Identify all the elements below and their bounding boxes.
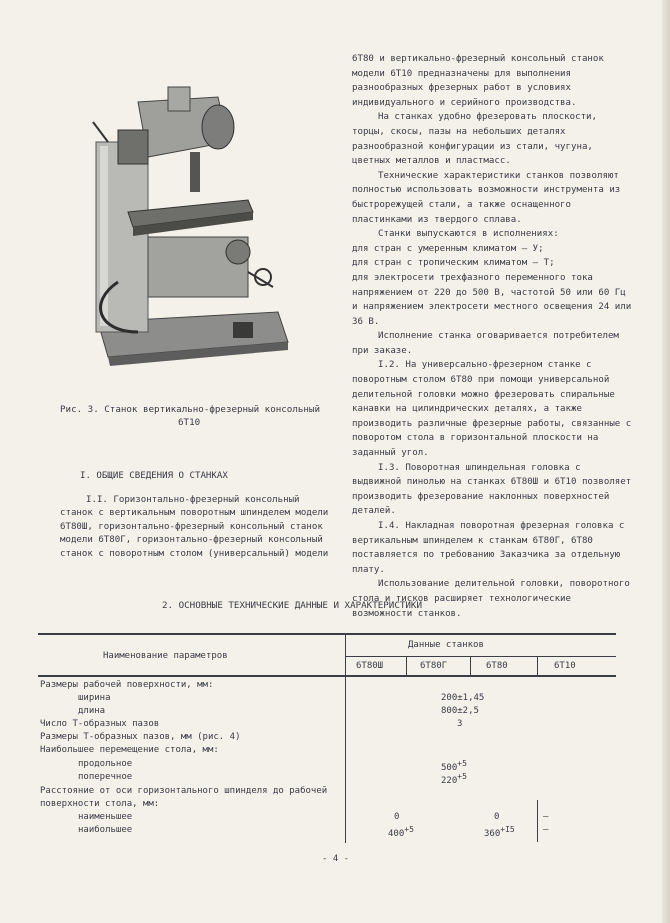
row-label: поверхности стола, мм: xyxy=(40,799,160,809)
row-label: наименьшее xyxy=(78,812,133,822)
row-label: Число Т-образных пазов xyxy=(40,719,160,729)
rcol-paragraph: Технические характеристики станков позволяют полностью использовать возможности инструмента из быстрорежущей стали, а также оснащенного пластинками из твердого сплава. xyxy=(352,170,621,225)
model-header: 6Т10 xyxy=(554,661,576,671)
milling-machine-photo xyxy=(78,82,308,382)
model-header: 6Т80Г xyxy=(420,661,448,671)
section-1-paragraph: I.I. Горизонтально-фрезерный консольный станок с вертикальным поворотным шпинделем модели 6Т80Ш, горизонтально-фрезерный консольный станок модели 6Т80Г, горизонтально-фрезерный консольный станок с поворотным столом (универсальный) модели xyxy=(60,494,329,559)
caption-line-1: Рис. 3. Станок вертикально-фрезерный консольный xyxy=(60,404,320,415)
rcol-paragraph: Станки выпускаются в исполнениях: xyxy=(378,229,559,240)
section-2-heading: 2. ОСНОВНЫЕ ТЕХНИЧЕСКИЕ ДАННЫЕ И ХАРАКТЕРИСТИКИ xyxy=(162,600,422,611)
rcol-paragraph: для стран с тропическим климатом – Т; xyxy=(352,258,555,269)
model-header: 6Т80 xyxy=(486,661,508,671)
model-header: 6Т80Ш xyxy=(356,661,384,671)
row-label: наибольшее xyxy=(78,825,133,835)
row-label: Размеры Т-образных пазов, мм (рис. 4) xyxy=(40,732,241,742)
rcol-paragraph: для электросети трехфазного переменного тока напряжением от 220 до 500 В, частотой 50 или 60 Гц и напряжением электросети местного освещения 24 или 36 В. xyxy=(352,272,632,327)
rcol-paragraph: I.2. На универсально-фрезерном станке с поворотным столом 6Т80 при помощи универсальной делительной головки можно фрезеровать спиральные канавки на цилиндрических деталях, а также производить различные фрезерные работы, связанные с поворотом стола в горизонтальной плоскости на заданный угол. xyxy=(352,360,632,459)
page-edge xyxy=(662,0,670,923)
rcol-paragraph: Использование делительной головки, поворотного стола и тисков расширяет технологические возможности станков. xyxy=(352,579,630,619)
value-base: 500 xyxy=(441,763,458,773)
right-text-column xyxy=(352,52,632,621)
rcol-paragraph: Исполнение станка оговаривается потребителем при заказе. xyxy=(352,331,619,356)
row-label: ширина xyxy=(78,693,111,703)
row-label: поперечное xyxy=(78,772,133,782)
value-base: 220 xyxy=(441,776,458,786)
value-min: 0 xyxy=(494,812,500,822)
value-tolerance: +5 xyxy=(457,759,467,768)
param-header: Наименование параметров xyxy=(103,651,228,661)
value-base: 360 xyxy=(484,829,501,839)
value-width: 200±1,45 xyxy=(441,693,485,703)
rcol-paragraph: I.4. Накладная поворотная фрезерная головка с вертикальным шпинделем к станкам 6Т80Г, 6Т80 поставляется по требованию Заказчика за отдельную плату. xyxy=(352,521,625,575)
table-divider xyxy=(537,656,538,676)
row-label: Размеры рабочей поверхности, мм: xyxy=(40,680,214,690)
table-top-rule xyxy=(38,633,616,635)
row-label: продольное xyxy=(78,759,133,769)
value-longitudinal xyxy=(441,759,467,773)
value-max xyxy=(484,825,515,839)
rcol-paragraph: для стран с умеренным климатом – У; xyxy=(352,243,544,254)
value-tolerance: +5 xyxy=(457,772,467,781)
value-max xyxy=(388,825,414,839)
value-base: 400 xyxy=(388,829,405,839)
row-label: Расстояние от оси горизонтального шпинделя до рабочей xyxy=(40,786,328,796)
table-header-rule xyxy=(38,675,616,677)
value-length: 800±2,5 xyxy=(441,706,479,716)
section-1-heading: I. ОБЩИЕ СВЕДЕНИЯ О СТАНКАХ xyxy=(80,471,228,481)
page-number: - 4 - xyxy=(322,854,350,864)
value-min: – xyxy=(543,812,549,822)
figure-caption xyxy=(60,403,320,429)
table-divider xyxy=(406,656,407,676)
rcol-paragraph: I.3. Поворотная шпиндельная головка с выдвижной пинолью на станках 6Т80Ш и 6Т10 позволяет производить фрезерование наклонных поверхностей деталей. xyxy=(352,462,632,517)
left-text-column xyxy=(60,470,330,562)
models-subheader-rule xyxy=(345,656,616,657)
rcol-paragraph: 6Т80 и вертикально-фрезерный консольный станок модели 6Т10 предназначены для выполнения разнообразных фрезерных работ в условиях индивидуального и серийного производства. xyxy=(352,54,604,108)
caption-line-2: 6Т10 xyxy=(178,417,201,428)
value-transverse xyxy=(441,772,467,786)
data-header: Данные станков xyxy=(408,640,484,650)
row-label: длина xyxy=(78,706,106,716)
value-tolerance: +5 xyxy=(404,825,414,834)
value-min: 0 xyxy=(394,812,400,822)
row-label: Наибольшее перемещение стола, мм: xyxy=(40,745,219,755)
table-divider xyxy=(345,633,346,843)
value-slots-count: 3 xyxy=(457,719,463,729)
table-divider xyxy=(537,800,538,842)
value-max: – xyxy=(543,825,549,835)
rcol-paragraph: На станках удобно фрезеровать плоскости, торцы, скосы, пазы на небольших деталях разнообразной конфигурации из стали, чугуна, цветных металлов и пластмасс. xyxy=(352,112,597,167)
value-tolerance: +I5 xyxy=(500,825,515,834)
table-divider xyxy=(470,656,471,676)
